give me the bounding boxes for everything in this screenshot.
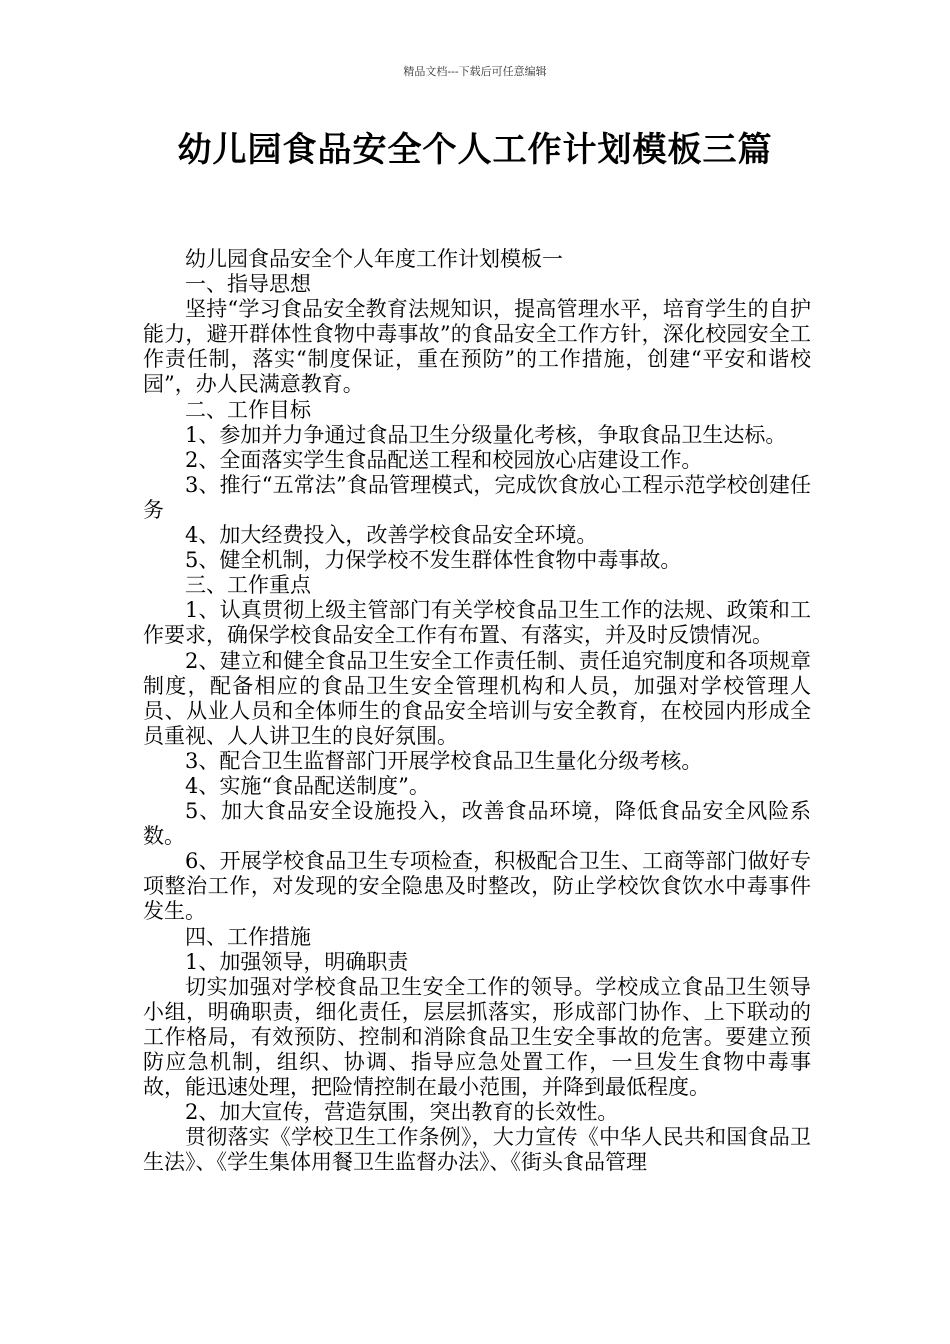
list-item: 5、加大食品安全设施投入，改善食品环境，降低食品安全风险系数。 [143, 799, 811, 849]
list-item: 2、建立和健全食品卫生安全工作责任制、责任追究制度和各项规章制度，配备相应的食品卫生安全管理机构和人员，加强对学校管理人员、从业人员和全体师生的食品安全培训与安全教育，在校园内形成全员重视、人人讲卫生的良好氛围。 [143, 648, 811, 748]
list-item: 6、开展学校食品卫生专项检查，积极配合卫生、工商等部门做好专项整治工作，对发现的安全隐患及时整改，防止学校饮食饮水中毒事件发生。 [143, 849, 811, 924]
section-subtitle: 幼儿园食品安全个人年度工作计划模板一 [185, 247, 563, 271]
heading-work-focus: 三、工作重点 [185, 573, 311, 598]
document-title: 幼儿园食品安全个人工作计划模板三篇 [177, 130, 773, 170]
heading-work-measures: 四、工作措施 [185, 924, 311, 949]
heading-guiding-ideology: 一、指导思想 [185, 272, 311, 297]
heading-work-goals: 二、工作目标 [185, 397, 311, 422]
list-item: 3、配合卫生监督部门开展学校食品卫生量化分级考核。 [185, 748, 703, 773]
list-item: 5、健全机制，力保学校不发生群体性食物中毒事故。 [185, 548, 682, 573]
list-item: 4、实施“食品配送制度”。 [185, 773, 430, 798]
list-item: 1、参加并力争通过食品卫生分级量化考核，争取食品卫生达标。 [185, 422, 787, 447]
paragraph: 贯彻落实《学校卫生工作条例》，大力宣传《中华人民共和国食品卫生法》、《学生集体用餐卫生监督办法》、《街头食品管理 [143, 1125, 811, 1175]
list-item: 1、认真贯彻上级主管部门有关学校食品卫生工作的法规、政策和工作要求，确保学校食品安全工作有布置、有落实，并及时反馈情况。 [143, 598, 811, 648]
paragraph: 切实加强对学校食品卫生安全工作的领导。学校成立食品卫生领导小组，明确职责，细化责任，层层抓落实，形成部门协作、上下联动的工作格局，有效预防、控制和消除食品卫生安全事故的危害。要建立预防应急机制，组织、协调、指导应急处置工作，一旦发生食物中毒事故，能迅速处理，把险情控制在最小范围，并降到最低程度。 [143, 974, 811, 1100]
list-item: 4、加大经费投入，改善学校食品安全环境。 [185, 523, 598, 548]
subheading: 1、加强领导，明确职责 [185, 949, 409, 974]
document-body [143, 247, 811, 1175]
page-header-note: 精品文档---下载后可任意编辑 [403, 65, 547, 78]
list-item: 2、全面落实学生食品配送工程和校园放心店建设工作。 [185, 447, 703, 472]
paragraph: 坚持“学习食品安全教育法规知识，提高管理水平，培育学生的自护能力，避开群体性食物中毒事故”的食品安全工作方针，深化校园安全工作责任制，落实“制度保证，重在预防”的工作措施，创建“平安和谐校园”，办人民满意教育。 [143, 297, 811, 397]
subheading: 2、加大宣传，营造氛围，突出教育的长效性。 [185, 1100, 619, 1125]
list-item: 3、推行“五常法”食品管理模式，完成饮食放心工程示范学校创建任务 [143, 472, 811, 522]
